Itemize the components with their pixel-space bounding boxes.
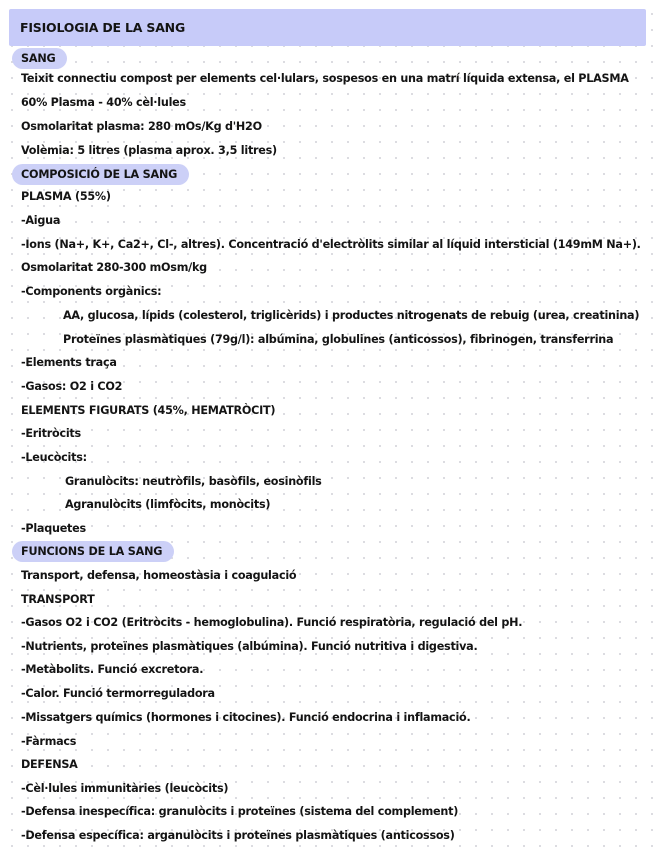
text-line: -Components orgànics:: [21, 285, 162, 298]
text-line: Volèmia: 5 litres (plasma aprox. 3,5 litres): [21, 144, 277, 157]
text-line: -Eritròcits: [21, 427, 81, 440]
text-line: 60% Plasma - 40% cèl·lules: [21, 96, 186, 109]
text-line-indented: Granulòcits: neutròfils, basòfils, eosinòfils: [65, 475, 322, 488]
text-line-indented: AA, glucosa, lípids (colesterol, triglicèrids) i productes nitrogenats de rebuig (urea, creatinina): [63, 309, 640, 322]
text-line: -Defensa inespecífica: granulòcits i proteïnes (sistema del complement): [21, 805, 459, 818]
text-line: -Missatgers químics (hormones i citocines). Funció endocrina i inflamació.: [21, 711, 471, 724]
text-line: -Plaquetes: [21, 522, 86, 535]
text-line: -Gasos O2 i CO2 (Eritròcits - hemoglobulina). Funció respiratòria, regulació del pH.: [21, 616, 523, 629]
text-line: -Gasos: O2 i CO2: [21, 380, 123, 393]
text-line: -Nutrients, proteïnes plasmàtiques (albúmina). Funció nutritiva i digestiva.: [21, 640, 478, 653]
text-line: ELEMENTS FIGURATS (45%, HEMATRÒCIT): [21, 404, 276, 417]
text-line: -Metàbolits. Funció excretora.: [21, 663, 204, 676]
title-bar: [9, 9, 646, 46]
text-line: -Ions (Na+, K+, Ca2+, Cl-, altres). Concentració d'electròlits similar al líquid intersticial (149mM Na+).: [21, 238, 641, 251]
text-line: -Cèl·lules immunitàries (leucòcits): [21, 782, 229, 795]
text-line: -Elements traça: [21, 356, 117, 369]
text-line: -Calor. Funció termorreguladora: [21, 687, 215, 700]
text-line: TRANSPORT: [21, 593, 95, 606]
text-line: Transport, defensa, homeostàsia i coagulació: [21, 569, 297, 582]
text-line: Osmolaritat plasma: 280 mOs/Kg d'H2O: [21, 120, 262, 133]
section-heading-composicio: COMPOSICIÓ DE LA SANG: [12, 164, 189, 185]
page-title: FISIOLOGIA DE LA SANG: [20, 20, 186, 35]
text-line: -Defensa específica: arganulòcits i proteïnes plasmàtiques (anticossos): [21, 829, 455, 842]
text-line-indented: Agranulòcits (limfòcits, monòcits): [65, 498, 271, 511]
text-line: Teixit connectiu compost per elements cel·lulars, sospesos en una matrí líquida extensa, el PLASMA: [21, 72, 629, 85]
section-heading-funcions: FUNCIONS DE LA SANG: [12, 541, 174, 562]
text-line-indented: Proteïnes plasmàtiques (79g/l): albúmina, globulines (anticossos), fibrinogen, transferrina: [63, 333, 614, 346]
text-line: -Aigua: [21, 214, 61, 227]
text-line: -Leucòcits:: [21, 451, 87, 464]
text-line: -Fàrmacs: [21, 735, 77, 748]
section-heading-sang: SANG: [12, 48, 67, 69]
text-line: DEFENSA: [21, 758, 78, 771]
text-line: Osmolaritat 280-300 mOsm/kg: [21, 261, 207, 274]
text-line: PLASMA (55%): [21, 190, 111, 203]
